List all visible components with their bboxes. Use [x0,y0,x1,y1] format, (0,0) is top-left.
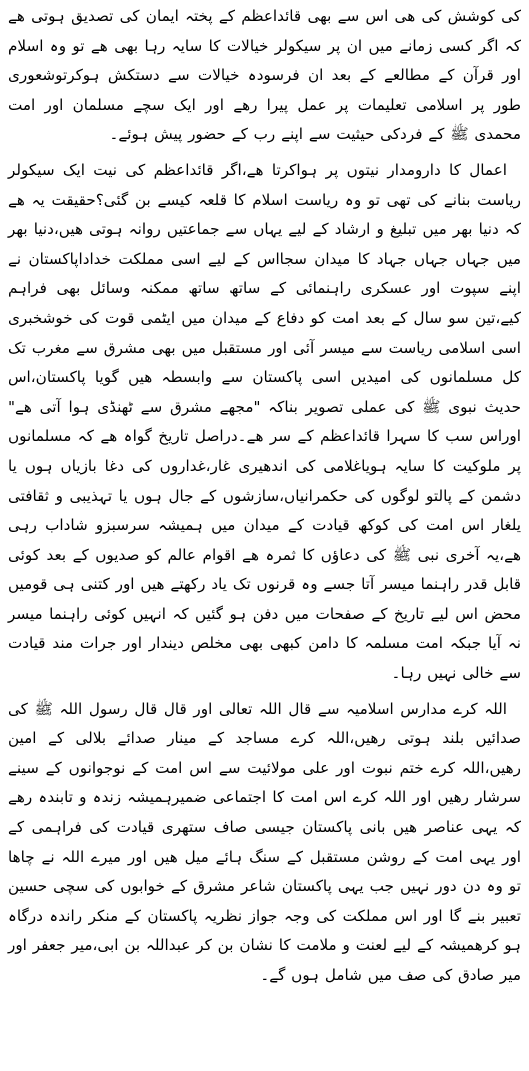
paragraph-2: اعمال کا دارومدار نیتوں پر ہواکرتا ھے،اگر قائداعظم کی نیت ایک سیکولر ریاست بنانے کی تھی تو وہ ریاست اسلام کا قلعہ کیسے بن گئی؟حقیقت یہ ھے کہ دنیا بھر میں تبلیغ و ارشاد کے لیے یہاں سے جماعتیں روانہ ہوتی ھیں،دنیا بھر میں جہاں جہاں جہاد کا میدان سجااس کے لیے اسی مملکت خداداپاکستان نے اپنے سپوت اور عسکری راہنمائی کے ساتھ ساتھ ممکنہ وسائل بھی فراہم کیے،تین سو سال کے بعد امت کو دفاع کے میدان میں ایٹمی قوت کی خوشخبری اسی اسلامی ریاست سے میسر آئی اور مستقبل میں بھی مشرق سے مغرب تک کل مسلمانوں کی امیدیں اسی پاکستان سے وابسطہ ھیں گویا پاکستان،اس حدیث نبوی ﷺ کی عملی تصویر بناکہ "مجھے مشرق سے ٹھنڈی ہوا آتی ھے" اوراس سب کا سہرا قائداعظم کے سر ھے۔دراصل تاریخ گواہ ھے کہ مسلمانوں پر ملوکیت کا سایہ ہویاغلامی کی اندھیری غار،غداروں کی دغا بازیاں ہوں یا دشمن کے پالتو لوگوں کی حکمرانیاں،سازشوں کے جال ہوں یا تہذیبی و ثقافتی یلغار اس امت کی کوکھ قیادت کے میدان میں ہمیشہ سرسبزو شاداب رہی ھے،یہ آخری نبی ﷺ کی دعاؤں کا ثمرہ ھے اقوام عالم کو صدیوں کے بعد کوئی قابل قدر راہنما میسر آتا جسے وہ قرنوں تک یاد رکھتے ھیں اور کتنی ہی قومیں محض اس لیے تاریخ کے صفحات میں دفن ہو گئیں کہ انہیں کوئی راہنما میسر نہ آیا جبکہ امت مسلمہ کا دامن کبھی بھی مخلص دیندار اور جرات مند قیادت سے خالی نہیں رہا۔ [8,160,521,683]
paragraph-1: کی کوشش کی ھی اس سے بھی قائداعظم کے پختہ ایمان کی تصدیق ہوتی ھے کہ اگر کسی زمانے میں ان پر سیکولر خیالات کا سایہ رہا بھی ھے تو وہ اسلام اور قرآن کے مطالعے کے بعد ان فرسودہ خیالات سے دستکش ہوکرتوشعوری طور پر اسلامی تعلیمات پر عمل پیرا رھے اور ایک سچے مسلمان اور امت محمدی ﷺ کے فردکی حیثیت سے اپنے رب کے حضور پیش ہوئے۔ [8,7,521,144]
paragraph-3: اللہ کرے مدارس اسلامیہ سے قال اللہ تعالی اور قال قال رسول اللہ ﷺ کی صدائیں بلند ہوتی رھیں،اللہ کرے مساجد کے مینار صدائے بلالی کے امین رھیں،اللہ کرے ختم نبوت اور علی مولائیت سے اس امت کے نوجوانوں کے سینے سرشار رھیں اور اللہ کرے اس امت کا اجتماعی ضمیرہمیشہ زندہ و تابندہ رھے کہ یہی عناصر ھیں بانی پاکستان جیسی صاف ستھری قیادت کی فراہمی کے اور یہی امت کے روشن مستقبل کے سنگ ہائے میل ھیں اور میرے اللہ نے چاھا تو وہ دن دور نہیں جب یہی پاکستان شاعر مشرق کے خوابوں کی سچی حسین تعبیر بنے گا اور اس مملکت کی وجہ جواز نظریہ پاکستان کے منکر راندہ درگاہ ہو کرھمیشہ کے لیے لعنت و ملامت کا نشان بن کر عبداللہ بن ابی،میر جعفر اور میر صادق کی صف میں شامل ہوں گے۔ [8,699,521,984]
